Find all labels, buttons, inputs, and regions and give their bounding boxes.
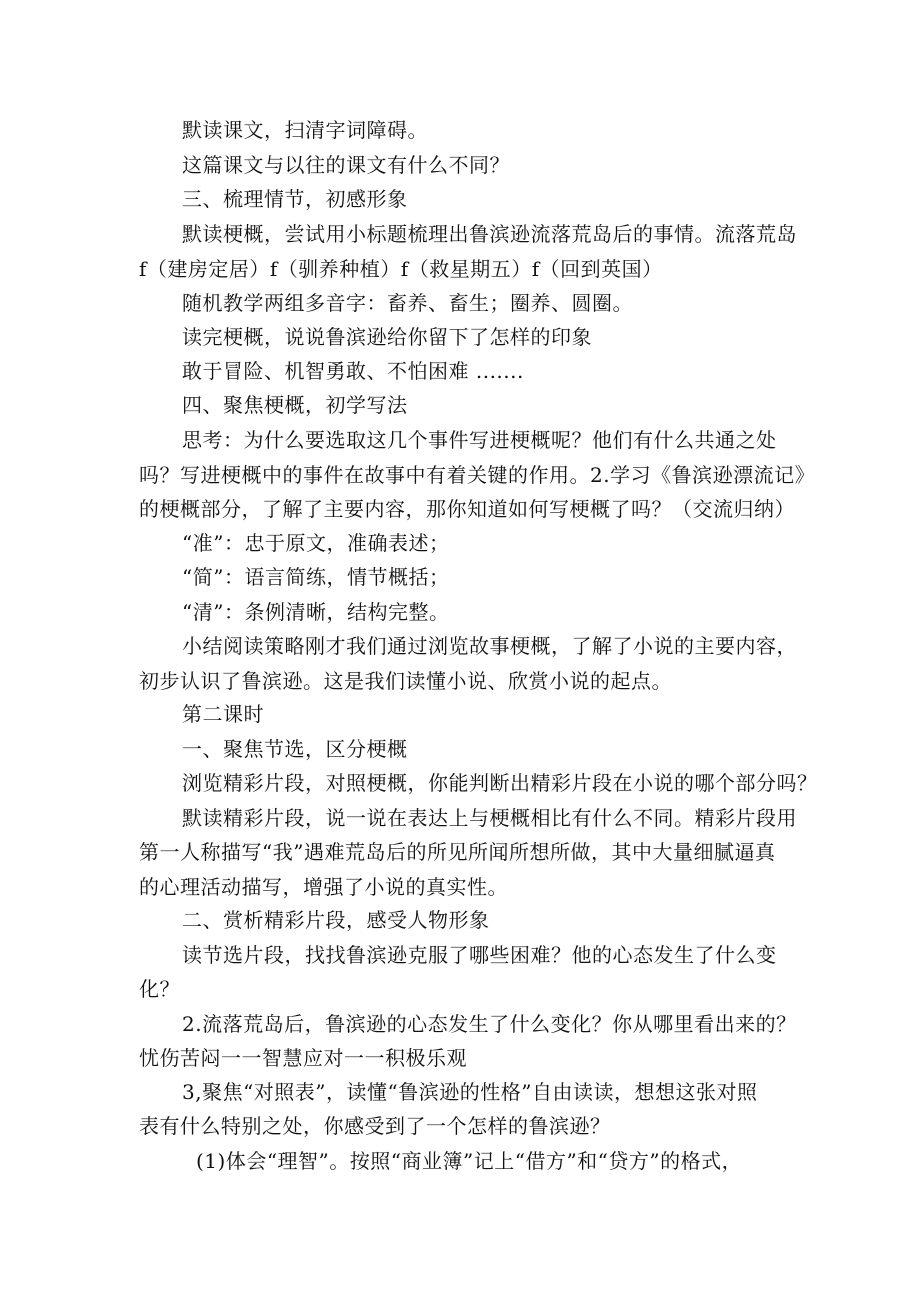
- text-line: 的心理活动描写，增强了小说的真实性。: [139, 875, 508, 899]
- text-line: 第一人称描写“我”遇难荒岛后的所见所闻所想所做，其中大量细腻逼真: [139, 840, 776, 864]
- text-line: 随机教学两组多音字：畜养、畜生；圈养、圆圈。: [182, 291, 633, 315]
- text-line: 读完梗概，说说鲁滨逊给你留下了怎样的印象: [182, 325, 592, 349]
- text-line: 敢于冒险、机智勇敢、不怕困难 .......: [182, 359, 524, 383]
- section-heading: 第二课时: [182, 702, 264, 726]
- text-line: 初步认识了鲁滨逊。这是我们读懂小说、欣赏小说的起点。: [139, 669, 672, 693]
- text-line: 吗？写进梗概中的事件在故事中有着关键的作用。2.学习《鲁滨逊漂流记》: [139, 463, 816, 487]
- text-line: f（建房定居）f（驯养种植）f（救星期五）f（回到英国）: [139, 257, 663, 281]
- text-line: 2.流落荒岛后，鲁滨逊的心态发生了什么变化？你从哪里看出来的？: [182, 1012, 797, 1036]
- text-line: 小结阅读策略刚才我们通过浏览故事梗概，了解了小说的主要内容，: [182, 634, 797, 658]
- text-line: 浏览精彩片段，对照梗概，你能判断出精彩片段在小说的哪个部分吗？: [182, 771, 818, 795]
- section-heading: 三、梳理情节，初感形象: [182, 187, 408, 211]
- text-line: 读节选片段，找找鲁滨逊克服了哪些困难？他的心态发生了什么变: [182, 943, 777, 967]
- text-line: 忧伤苦闷一一智慧应对一一积极乐观: [139, 1046, 467, 1070]
- text-line: “准”：忠于原文，准确表述；: [182, 531, 450, 555]
- text-line: 思考：为什么要选取这几个事件写进梗概呢？他们有什么共通之处: [182, 428, 777, 452]
- text-line: “简”：语言简练，情节概括；: [182, 565, 450, 589]
- section-heading: 二、赏析精彩片段，感受人物形象: [182, 908, 490, 932]
- section-heading: 一、聚焦节选，区分梗概: [182, 737, 408, 761]
- text-line: 默读梗概，尝试用小标题梳理出鲁滨逊流落荒岛后的事情。流落荒岛: [182, 222, 797, 246]
- text-line: 这篇课文与以往的课文有什么不同？: [182, 153, 510, 177]
- text-line: (1)体会“理智”。按照“商业簿”记上“借方”和“贷方”的格式，: [196, 1149, 743, 1173]
- section-heading: 四、聚焦梗概，初学写法: [182, 393, 408, 417]
- text-line: 默读精彩片段，说一说在表达上与梗概相比有什么不同。精彩片段用: [182, 806, 797, 830]
- text-line: 化？: [139, 977, 180, 1001]
- text-line: 表有什么特别之处，你感受到了一个怎样的鲁滨逊？: [139, 1114, 611, 1138]
- text-line: “清”：条例清晰，结构完整。: [182, 600, 450, 624]
- text-line: 的梗概部分，了解了主要内容，那你知道如何写梗概了吗？（交流归纳）: [139, 497, 795, 521]
- text-line: 3,聚焦“对照表”，读懂“鲁滨逊的性格”自由读读，想想这张对照: [182, 1080, 758, 1104]
- text-line: 默读课文，扫清字词障碍。: [182, 118, 428, 142]
